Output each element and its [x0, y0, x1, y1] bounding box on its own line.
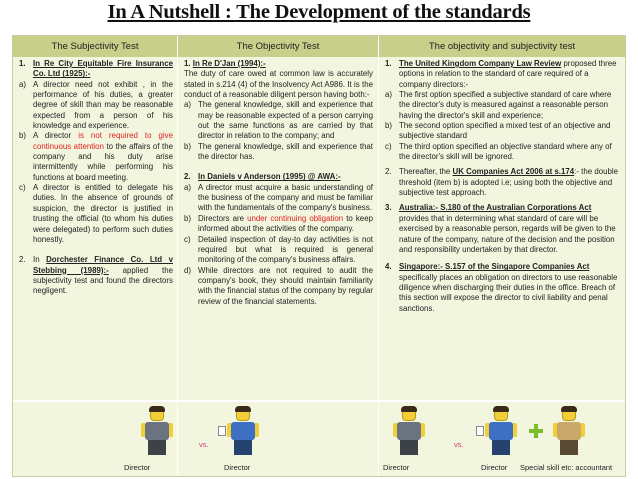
case-citation: Australia:- S.180 of the Australian Corporations Act [399, 203, 592, 213]
plus-icon [529, 424, 543, 438]
director-figure-icon [485, 407, 517, 457]
header-subjectivity-test: The Subjectivity Test [13, 36, 177, 57]
case-citation: Dorchester Finance Co. Ltd v Stebbing (1989):- [33, 255, 173, 275]
list-item: a) The general knowledge, skill and experience that may be reasonable expected of a person carrying out the same functions as are carried by that director in relation to the company; and [184, 100, 373, 141]
list-item: a) A director need not exhibit , in the performance of his duties, a greater degree of skill than may be reasonable expected from a person of his knowledge and experience. [19, 79, 173, 131]
vs-label: vs. [454, 440, 464, 449]
list-item: b) The general knowledge, skill and experience that the director has. [184, 141, 373, 162]
case-citation: The United Kingdom Company Law Review [399, 59, 562, 68]
list-item: a) The first option specified a subjective standard of care where the director's duty is measured against a reasonable person having the director's skill and experience; [385, 90, 612, 120]
list-item: 1. In Re City Equitable Fire Insurance Co. Ltd (1925):- [19, 59, 173, 79]
director-figure-icon [227, 407, 259, 457]
director-label: Director [124, 463, 151, 472]
special-skill-label: Special skill etc: accountant [520, 463, 613, 472]
header-objectivity-subjectivity-test: The objectivity and subjectivity test [379, 36, 625, 57]
comparison-table [12, 35, 626, 477]
list-item: 1. The United Kingdom Company Law Review proposed three options in relation to the standard of care required of a company directors:- [385, 59, 617, 89]
list-item: b) A director is not required to give continuous attention to the affairs of the company and his duty arise intermittently while performing his functions at board meeting. [19, 131, 173, 182]
case-citation: In Re City Equitable Fire Insurance Co. Ltd (1925):- [33, 59, 173, 79]
director-figure-icon [393, 407, 425, 457]
page-title: In A Nutshell : The Development of the standards [107, 1, 531, 23]
list-item: 2. In Daniels v Anderson (1995) @ AWA:- [184, 172, 341, 182]
list-item: 2. Thereafter, the UK Companies Act 2006 at s.174:- the double threshold (item b) is adopted i.e; using both the objective and subjective test approach. [385, 167, 619, 198]
illustration-row [13, 402, 625, 476]
list-item: c) Detailed inspection of day-to day activities is not required but what is required is general monitoring of the company's business affairs. [184, 234, 373, 265]
director-label: Director [481, 463, 508, 472]
list-item: a) A director must acquire a basic understanding of the business of the company and must be familiar with the fundamentals of the company's business. [184, 182, 373, 213]
case-citation: UK Companies Act 2006 at s.174 [452, 167, 575, 177]
document-icon [476, 426, 484, 436]
list-item: c) The third option specified an objective standard where any of the director's skill will be ignored. [385, 141, 612, 162]
header-objectivity-test: The Objectivity Test [178, 36, 378, 57]
vs-label: vs. [199, 440, 209, 449]
director-label: Director [383, 463, 410, 472]
document-icon [218, 426, 226, 436]
subjectivity-column [19, 59, 173, 399]
accountant-figure-icon [553, 407, 585, 457]
director-label: Director [224, 463, 251, 472]
list-item: b) Directors are under continuing obligation to keep informed about the activities of the company. [184, 213, 373, 234]
director-figure-icon [141, 407, 173, 457]
case-citation: In Daniels v Anderson (1995) @ AWA:- [198, 172, 341, 182]
case-citation: In Re D'Jan (1994):- [192, 59, 266, 68]
list-item: b) The second option specified a mixed test of an objective and subjective standard [385, 121, 611, 141]
case-citation: Singapore:- S.157 of the Singapore Companies Act [399, 262, 590, 272]
list-item: 3. Australia:- S.180 of the Australian Corporations Act provides that in determining what standard of care will be exercised by a reasonable person, regards will be given to the nature of the company, nature of the decision and the position and responsibility undertaken by that director. [385, 203, 616, 254]
objectivity-column: 1. In Re D'Jan (1994):- The duty of care owed at common law is accurately stated in s.214 (4) of the Insolvency Act A986. It is the conduct of a reasonable diligent person having both:- a) The general knowledge, skill and experience that may be reasonable expected of a person carrying out the same functions as are carried by that director in relation to the company; and b) The general knowledge, skill and experience that the director has. 2. In Daniels v Anderson (1995) @ AWA:- a) A director must acquire a basic understanding of the business of the company and must be familiar with the fundamentals of the company's business. b) Directors are under continuing obligation to keep informed about the activities of the company. c) Detailed inspection of day-to day activities is not required but what is required is general monitoring of the company's business affairs. d) While directors are not required to audit the company's book, they should maintain familiarity with the financial status of the company by regular review of the financial statements. [184, 59, 373, 306]
list-item: 4. Singapore:- S.157 of the Singapore Companies Act specifically places an obligation on directors to use reasonable diligence when discharging their duties in the office. Breach of this section will expose the director to civil liability and penal sanctions. [385, 262, 618, 313]
highlighted-text: is not required to give continuous attention [33, 131, 173, 151]
highlighted-text: under continuing obligation [247, 213, 344, 223]
list-item: d) While directors are not required to audit the company's book, they should maintain familiarity with the financial status of the company by regular review of the financial statements. [184, 265, 373, 306]
list-item: 2. In Dorchester Finance Co. Ltd v Stebbing (1989):- applied the subjectivity test and found the directors negligent. [19, 255, 173, 296]
list-item: c) A director is entitled to delegate his duties. In the absence of grounds of suspicion, the director is justified in trusting the official (to whom his duties were delegated) to perform such duties honestly. [19, 183, 173, 244]
objectivity-subjectivity-column [385, 59, 621, 399]
